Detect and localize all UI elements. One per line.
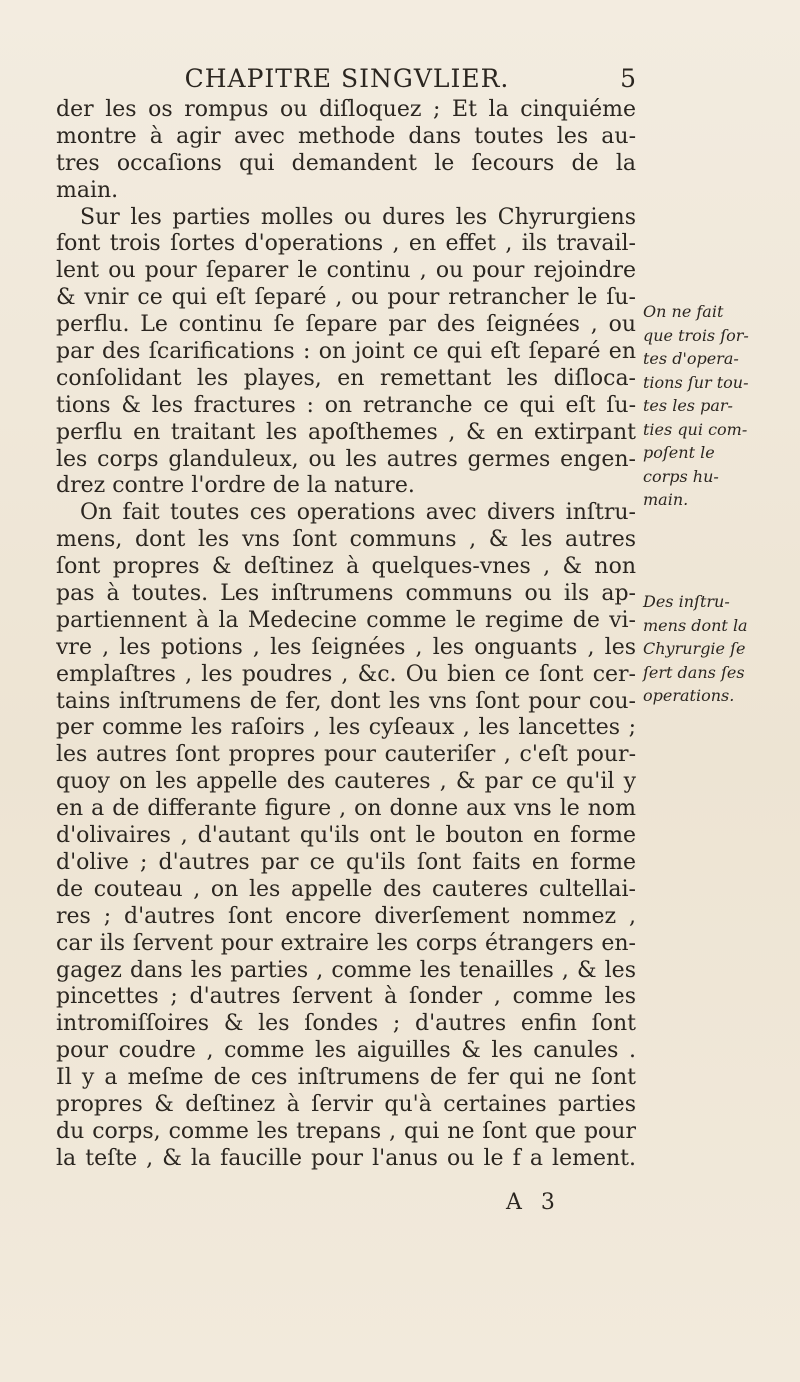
margin-note-instruments (643, 590, 793, 708)
text-line: en a de differante figure , on donne aux vns le nom (56, 796, 636, 822)
text-line: gagez dans les parties , comme les tenailles , & les (56, 957, 636, 983)
margin-note-operations (643, 300, 793, 512)
text-line: les corps glanduleux, ou les autres germes engen- (56, 446, 636, 472)
text-line: main. (56, 177, 119, 203)
chapter-title: CHAPITRE SINGVLIER. (184, 64, 510, 93)
page-number: 5 (620, 64, 636, 93)
body-text (56, 97, 636, 1173)
text-line: per comme les raſoirs , les cyſeaux , les lancettes ; (56, 715, 636, 741)
text-line: pas à toutes. Les inſtrumens communs ou ils ap- (56, 581, 636, 607)
margin-note-line: operations. (643, 686, 735, 705)
text-line: partiennent à la Medecine comme le regime de vi- (56, 607, 636, 633)
text-line: montre à agir avec methode dans toutes les au- (56, 123, 636, 149)
text-line: car ils ſervent pour extraire les corps étrangers en- (56, 930, 636, 956)
text-line: pour coudre , comme les aiguilles & les canules . (56, 1038, 636, 1064)
text-line: tains inſtrumens de fer, dont les vns ſont pour cou- (56, 688, 636, 714)
text-line: par des ſcarifications : on joint ce qui eſt ſeparé en (56, 339, 636, 365)
text-line: d'olive ; d'autres par ce qu'ils ſont faits en forme (56, 849, 636, 875)
margin-note-line: main. (643, 490, 689, 509)
text-line: tions & les fractures : on retranche ce qui eſt ſu- (56, 392, 636, 418)
signature-mark: A 3 (506, 1190, 561, 1215)
margin-note-line: mens dont la (643, 615, 748, 635)
margin-note-line: ties qui com- (643, 419, 748, 439)
text-line: de couteau , on les appelle des cauteres cultellai- (56, 876, 636, 902)
text-line: ſont propres & deſtinez à quelques-vnes , & non (56, 554, 636, 580)
margin-note-line: corps hu- (643, 466, 719, 486)
text-line: intromiſſoires & les ſondes ; d'autres enfin ſont (56, 1011, 636, 1037)
text-line: perflu en traitant les apoſthemes , & en extirpant (56, 419, 636, 445)
text-line: quoy on les appelle des cauteres , & par ce qu'il y (56, 769, 636, 795)
text-line: mens, dont les vns ſont communs , & les autres (56, 527, 636, 553)
text-line: font trois ſortes d'operations , en effet , ils travail- (56, 231, 636, 257)
running-header (58, 62, 636, 98)
text-line: tres occaſions qui demandent le ſecours de la (56, 150, 636, 176)
text-line: On fait toutes ces operations avec divers inſtru- (80, 500, 636, 526)
margin-note-line: Chyrurgie ſe (643, 639, 746, 658)
text-line: perflu. Le continu ſe ſepare par des ſeignées , ou (56, 312, 636, 338)
margin-note-line: On ne fait (643, 302, 724, 321)
margin-note-line: que trois ſor- (643, 325, 749, 345)
margin-note-line: Des inſtru- (643, 592, 730, 611)
text-line: propres & deſtinez à ſervir qu'à certaines parties (56, 1091, 636, 1117)
text-line: res ; d'autres ſont encore diverſement nommez , (56, 903, 636, 929)
text-line: pincettes ; d'autres ſervent à ſonder , comme les (56, 984, 636, 1010)
margin-note-line: tions ſur tou- (643, 372, 749, 392)
text-line: der les os rompus ou diſloquez ; Et la cinquiéme (56, 97, 636, 122)
text-line: emplaſtres , les poudres , &c. Ou bien ce ſont cer- (56, 661, 636, 687)
text-line: d'olivaires , d'autant qu'ils ont le bouton en forme (56, 823, 636, 849)
text-line: drez contre l'ordre de la nature. (56, 473, 415, 499)
text-line: & vnir ce qui eſt ſeparé , ou pour retrancher le ſu- (56, 285, 636, 311)
margin-note-line: tes les par- (643, 396, 733, 415)
text-line: Sur les parties molles ou dures les Chyrurgiens (80, 204, 636, 230)
text-line: lent ou pour ſeparer le continu , ou pour rejoindre (56, 258, 636, 284)
text-line: conſolidant les playes, en remettant les diſloca- (56, 365, 636, 391)
text-line: Il y a meſme de ces inſtrumens de fer qui ne ſont (56, 1065, 636, 1091)
margin-note-line: ſert dans ſes (643, 662, 745, 682)
text-line: du corps, comme les trepans , qui ne ſont que pour (56, 1118, 636, 1144)
text-line: vre , les potions , les ſeignées , les onguants , les (56, 634, 636, 660)
text-line: les autres ſont propres pour cauteriſer , c'eſt pour- (56, 742, 636, 768)
text-line: la teſte , & la faucille pour l'anus ou le f a lement. (56, 1145, 636, 1171)
margin-note-line: tes d'opera- (643, 349, 739, 368)
margin-note-line: poſent le (643, 443, 715, 462)
